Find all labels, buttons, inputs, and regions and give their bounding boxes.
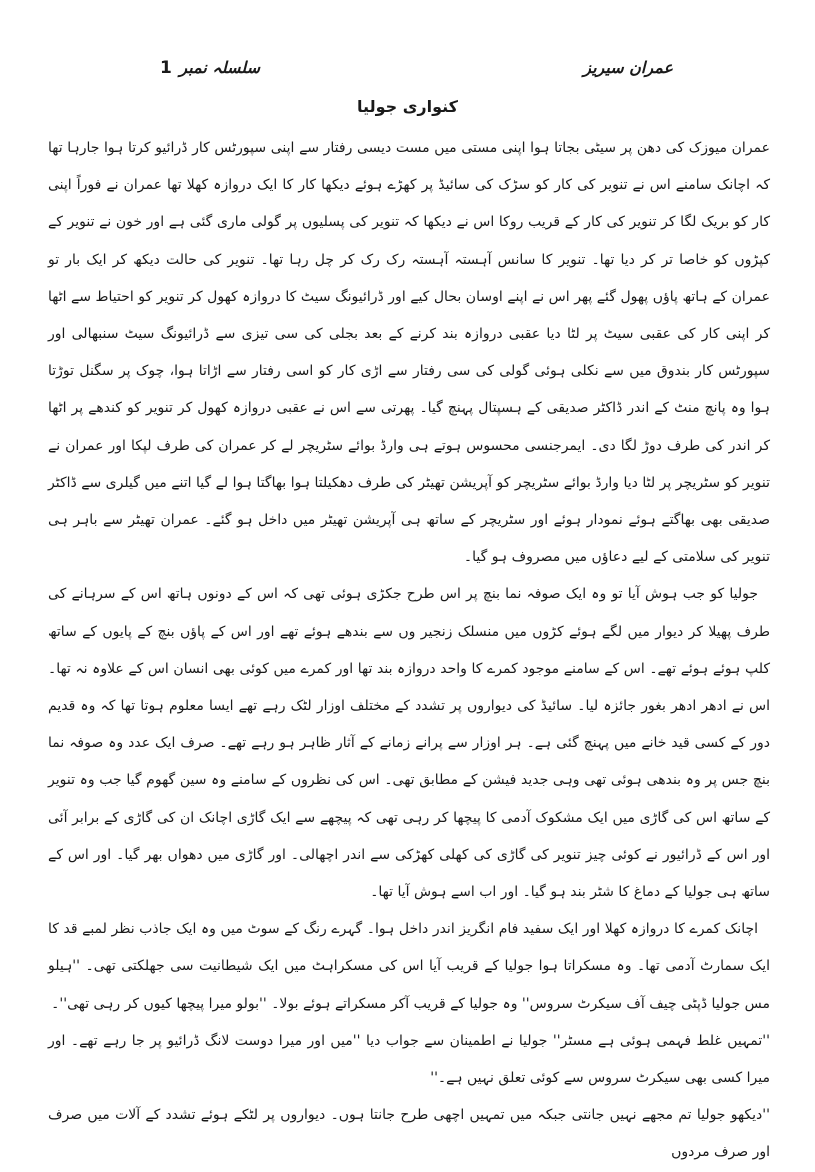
story-body: [48, 130, 770, 1172]
series-label: سلسلہ نمبر: [179, 58, 260, 77]
paragraph: ''تمہیں غلط فہمی ہوئی ہے مسٹر'' جولیا نے اطمینان سے جواب دیا ''میں اور میرا دوست لانگ ڈرائیو پر جا رہے تھے۔ اور میرا کسی بھی سیکرٹ سروس سے کوئی تعلق نہیں ہے۔'': [48, 1032, 770, 1087]
page-header: [0, 58, 815, 88]
series-number: 1: [160, 58, 172, 78]
paragraph: جولیا کو جب ہوش آیا تو وہ ایک صوفہ نما بنچ پر اس طرح جکڑی ہوئی تھی کہ اس کے دونوں ہاتھ اس کے سرہانے کی طرف پھیلا کر دیوار میں لگے ہوئے کڑوں میں منسلک زنجیر وں سے بندھے ہوئے تھے اور اس کے پاؤں بنچ کے پایوں کے ساتھ کلپ ہوئے ہوئے تھے۔ اس کے سامنے موجود کمرے کا واحد دروازہ بند تھا اور کمرے میں کوئی بھی انسان اس کے علاوہ نہ تھا۔ اس نے ادھر ادھر بغور جائزہ لیا۔ سائیڈ کی دیواروں پر تشدد کے مختلف اوزار لٹک رہے تھے ایسا معلوم ہوتا تھا کہ وہ قدیم دور کے کسی قید خانے میں پہنچ گئی ہے۔ ہر اوزار سے پرانے زمانے کے آثار ظاہر ہو رہے تھے۔ صرف ایک عدد وہ صوفہ نما بنچ جس پر وہ بندھی ہوئی تھی وہی جدید فیشن کے مطابق تھی۔ اس کی نظروں کے سامنے وہ سین گھوم گیا جب وہ تنویر کے ساتھ اس کی گاڑی میں ایک مشکوک آدمی کا پیچھا کر رہی تھی کہ پیچھے سے ایک گاڑی اچانک ان کی گاڑی کے برابر آئی اور اس کے ڈرائیور نے کوئی چیز تنویر کی گاڑی کی کھلی کھڑکی سے اندر اچھالی۔ اور گاڑی میں دھواں بھر گیا۔ اور اس کے ساتھ ہی جولیا کے دماغ کا شٹر بند ہو گیا۔ اور اب اسے ہوش آیا تھا۔: [48, 586, 770, 901]
series-name: عمران سیریز: [583, 58, 673, 77]
paragraph: عمران میوزک کی دھن پر سیٹی بجاتا ہوا اپنی مستی میں مست دیسی رفتار سے اپنی سپورٹس کار ڈرائیو کرتا ہوا جارہا تھا کہ اچانک سامنے اس نے تنویر کی کار کو سڑک کی سائیڈ پر کھڑے ہوئے دیکھا کار کا ایک دروازہ کھلا تھا عمران نے فوراً اپنی کار کو بریک لگا کر تنویر کی کار کے قریب روکا اس نے دیکھا کہ تنویر کی پسلیوں پر گولی ماری گئی ہے اور خون نے تنویر کے کپڑوں کو خاصا تر کر دیا تھا۔ تنویر کا سانس آہستہ آہستہ رک رک کر چل رہا تھا۔ تنویر کی حالت دیکھ کر ایک بار تو عمران کے ہاتھ پاؤں پھول گئے پھر اس نے اپنے اوسان بحال کیے اور ڈرائیونگ سیٹ کا دروازہ کھول کر تنویر کو احتیاط سے اٹھا کر اپنی کار کی عقبی سیٹ پر لٹا دیا عقبی دروازہ بند کرنے کے بعد بجلی کی سی تیزی سے ڈرائیونگ سیٹ سنبھالی اور سپورٹس کار بندوق میں سے نکلی ہوئی گولی کی سی رفتار سے اڑی کار کو اسی رفتار سے اڑاتا ہوا، چوک پر سگنل توڑتا ہوا وہ پانچ منٹ کے اندر ڈاکٹر صدیقی کے ہسپتال پہنچ گیا۔ پھرتی سے اس نے عقبی دروازہ کھول کر تنویر کو کندھے پر اٹھا کر اندر کی طرف دوڑ لگا دی۔ ایمرجنسی محسوس ہوتے ہی وارڈ بوائے سٹریچر لے کر عمران کی طرف لپکا اور عمران نے تنویر کو سٹریچر پر لٹا دیا وارڈ بوائے سٹریچر کو آپریشن تھیٹر کی طرف دھکیلتا ہوا بھاگتا ہوا لے گیا اتنے میں گیلری سے ڈاکٹر صدیقی بھی بھاگتے ہوئے نمودار ہوئے اور سٹریچر کے ساتھ ہی آپریشن تھیٹر میں داخل ہو گئے۔ عمران تھیٹر سے باہر ہی تنویر کی سلامتی کے لیے دعاؤں میں مصروف ہو گیا۔: [48, 140, 770, 566]
story-title: کنواری جولیا: [357, 97, 458, 116]
paragraph: ''دیکھو جولیا تم مجھے نہیں جانتی جبکہ میں تمہیں اچھی طرح جانتا ہوں۔ دیواروں پر لٹکے ہوئے تشدد کے آلات میں صرف اور صرف مردوں: [48, 1107, 770, 1161]
paragraph: اچانک کمرے کا دروازہ کھلا اور ایک سفید فام انگریز اندر داخل ہوا۔ گہرے رنگ کے سوٹ میں وہ ایک جاذب نظر لمبے قد کا ایک سمارٹ آدمی تھا۔ وہ مسکراتا ہوا جولیا کے قریب آیا اس کی مسکراہٹ میں ایک شیطانیت سی جھلکتی تھی۔ ''ہیلو مس جولیا ڈپٹی چیف آف سیکرٹ سروس'' وہ جولیا کے قریب آکر مسکراتے ہوئے بولا۔ ''بولو میرا پیچھا کیوں کر رہی تھی''۔: [48, 921, 770, 1012]
